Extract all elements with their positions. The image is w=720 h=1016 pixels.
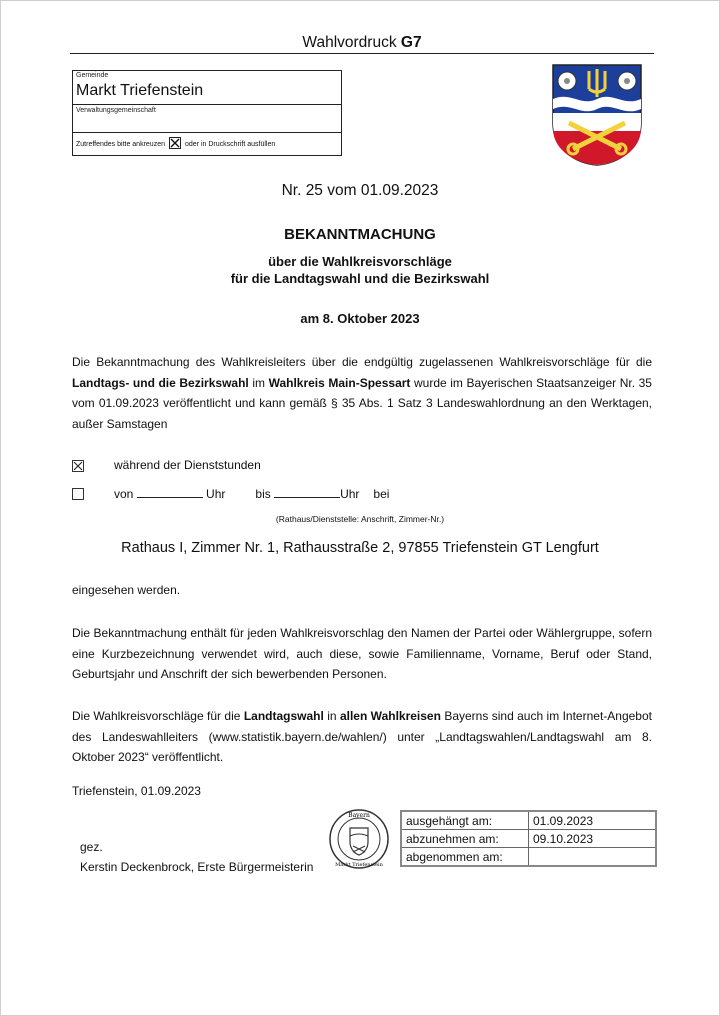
table-row bbox=[401, 830, 656, 848]
subheading-1: über die Wahlkreisvorschläge bbox=[268, 254, 452, 269]
municipal-seal-icon bbox=[328, 808, 390, 870]
remove-value: 09.10.2023 bbox=[529, 830, 657, 848]
posting-table bbox=[400, 810, 657, 867]
posted-value: 01.09.2023 bbox=[529, 811, 657, 830]
rathaus-note: (Rathaus/Dienststelle: Anschrift, Zimmer-Nr.) bbox=[275, 514, 445, 524]
checked-box-icon bbox=[169, 137, 181, 149]
paragraph-internet: Die Wahlkreisvorschläge für die Landtagswahl in allen Wahlkreisen Bayerns sind auch im Internet-Angebot des Landeswahlleiters (www.statistik.bayern.de/wahlen/) unter „Landtagswahlen/Landtagswahl am 8. Oktober 2023“ veröffentlicht. bbox=[72, 709, 652, 764]
subheading-2: für die Landtagswahl und die Bezirkswahl bbox=[230, 271, 490, 286]
coat-of-arms-icon bbox=[551, 63, 643, 167]
eingesehen-text: eingesehen werden. bbox=[72, 583, 181, 597]
form-title: Wahlvordruck G7 bbox=[302, 34, 422, 51]
to-time-field[interactable] bbox=[274, 486, 340, 498]
posted-label: ausgehängt am: bbox=[401, 811, 529, 830]
option-custom-hours: von Uhr bis Uhr bei bbox=[114, 487, 390, 501]
vg-field bbox=[73, 105, 341, 133]
gemeinde-value: Markt Triefenstein bbox=[76, 82, 204, 99]
paragraph-contents: Die Bekanntmachung enthält für jeden Wahlkreisvorschlag den Namen der Partei oder Wählergruppe, sofern eine Kurzbezeichnung verwendet wird, auch diese, sowie Familienname, Vorname, Beruf oder Stand, Geburtsjahr und Anschrift der sich bewerbenden Personen. bbox=[72, 626, 652, 681]
from-time-field[interactable] bbox=[137, 486, 203, 498]
vg-label: Verwaltungsgemeinschaft bbox=[76, 107, 156, 114]
header-rule bbox=[70, 53, 654, 54]
seal-bottom-text: Markt Triefenstein bbox=[335, 862, 383, 868]
election-date: am 8. Oktober 2023 bbox=[300, 311, 420, 326]
table-row bbox=[401, 811, 656, 830]
removed-label: abgenommen am: bbox=[401, 848, 529, 867]
seal-top-text: Bayern bbox=[348, 812, 370, 819]
place-date: Triefenstein, 01.09.2023 bbox=[72, 784, 201, 798]
checkbox-custom-hours[interactable] bbox=[72, 488, 84, 500]
paragraph-publication: Die Bekanntmachung des Wahlkreisleiters über die endgültig zugelassenen Wahlkreisvorschläge für die Landtags- und die Bezirkswahl im Wahlkreis Main-Spessart wurde im Bayerischen Staatsanzeiger Nr. 35 vom 01.09.2023 veröffentlicht und kann gemäß § 35 Abs. 1 Satz 3 Landeswahlordnung an den Werktagen, außer Samstagen bbox=[72, 355, 652, 431]
removed-value[interactable] bbox=[529, 848, 657, 867]
table-row bbox=[401, 848, 656, 867]
remove-label: abzunehmen am: bbox=[401, 830, 529, 848]
signatory-name: Kerstin Deckenbrock, Erste Bürgermeisterin bbox=[80, 860, 314, 874]
gemeinde-box bbox=[72, 70, 342, 156]
signature-gez: gez. bbox=[80, 840, 103, 854]
document-heading: BEKANNTMACHUNG bbox=[284, 226, 436, 243]
gemeinde-field bbox=[73, 71, 341, 105]
checkbox-office-hours[interactable] bbox=[72, 460, 84, 472]
gemeinde-label: Gemeinde bbox=[76, 72, 109, 79]
option-office-hours-label: während der Dienststunden bbox=[114, 458, 261, 472]
viewing-address: Rathaus I, Zimmer Nr. 1, Rathausstraße 2, 97855 Triefenstein GT Lengfurt bbox=[121, 540, 599, 556]
announcement-number: Nr. 25 vom 01.09.2023 bbox=[281, 182, 439, 199]
fill-instruction: Zutreffendes bitte ankreuzen oder in Druckschrift ausfüllen bbox=[76, 137, 275, 149]
